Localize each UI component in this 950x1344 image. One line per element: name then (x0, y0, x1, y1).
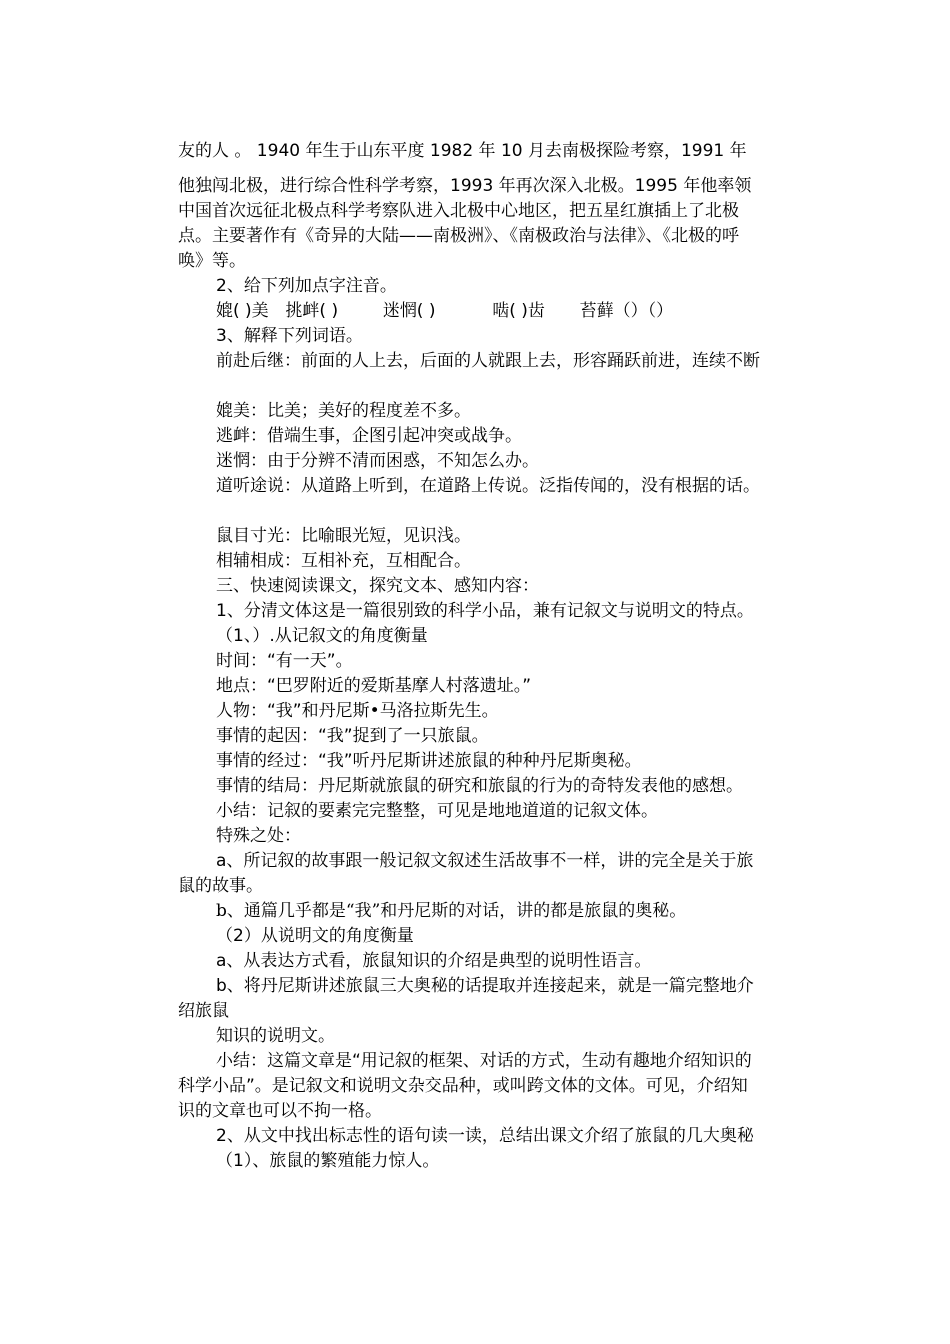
text-line: 时间：“有一天”。 (216, 651, 353, 671)
text-line: 小结：这篇文章是“用记叙的框架、对话的方式，生动有趣地介绍知识的 (216, 1051, 752, 1071)
text-line: 鼠的故事。 (178, 876, 263, 896)
subheading: （1、）.从记叙文的角度衡量 (216, 626, 428, 646)
pinyin-item: 挑衅( ) (285, 301, 339, 321)
text-line: 人物：“我”和丹尼斯•马洛拉斯先生。 (216, 701, 499, 721)
definition-line: 鼠目寸光：比喻眼光短，见识浅。 (216, 526, 471, 546)
subheading: （1）、旅鼠的繁殖能力惊人。 (216, 1151, 440, 1171)
document-body (178, 138, 808, 1174)
definition-line: 逃衅：借端生事，企图引起冲突或战争。 (216, 426, 522, 446)
text-line: 点。主要著作有《奇异的大陆——南极洲》、《南极政治与法律》、《北极的呼 (178, 226, 739, 246)
text-line: 绍旅鼠 (178, 1001, 229, 1021)
text-line: 唤》等。 (178, 251, 246, 271)
text-line: 特殊之处： (216, 826, 301, 846)
definition-line: 相辅相成：互相补充，互相配合。 (216, 551, 471, 571)
text-line: 事情的经过：“我”听丹尼斯讲述旅鼠的种种丹尼斯奥秘。 (216, 751, 642, 771)
text-line: a、所记叙的故事跟一般记叙文叙述生活故事不一样，讲的完全是关于旅 (216, 851, 754, 871)
text-line: 友的人 。 1940 年生于山东平度 1982 年 10 月去南极探险考察，1991 年 (178, 141, 747, 161)
text-line: b、将丹尼斯讲述旅鼠三大奥秘的话提取并连接起来，就是一篇完整地介 (216, 976, 754, 996)
definition-line: 媲美：比美；美好的程度差不多。 (216, 401, 471, 421)
text-line: b、通篇几乎都是“我”和丹尼斯的对话，讲的都是旅鼠的奥秘。 (216, 901, 687, 921)
text-line: 中国首次远征北极点科学考察队进入北极中心地区，把五星红旗插上了北极 (178, 201, 739, 221)
text-line: 小结：记叙的要素完完整整，可见是地地道道的记叙文体。 (216, 801, 658, 821)
text-line: 识的文章也可以不拘一格。 (178, 1101, 382, 1121)
section-heading: 三、快速阅读课文，探究文本、感知内容： (216, 576, 539, 596)
text-line: 2、从文中找出标志性的语句读一读，总结出课文介绍了旅鼠的几大奥秘 (216, 1126, 754, 1146)
text-line: a、从表达方式看，旅鼠知识的介绍是典型的说明性语言。 (216, 951, 652, 971)
pinyin-item: 媲( )美 (216, 301, 269, 321)
blank-line (178, 374, 808, 399)
text-line: 科学小品”。是记叙文和说明文杂交品种，或叫跨文体的文体。可见，介绍知 (178, 1076, 748, 1096)
text-line: 他独闯北极，进行综合性科学考察，1993 年再次深入北极。1995 年他率领 (178, 176, 752, 196)
pinyin-item: 苔藓（）（） (579, 301, 674, 321)
subheading: （2）从说明文的角度衡量 (216, 926, 414, 946)
definition-line: 迷惘：由于分辨不清而困惑，不知怎么办。 (216, 451, 539, 471)
definition-line: 道听途说：从道路上听到，在道路上传说。泛指传闻的，没有根据的话。 (216, 476, 760, 496)
text-line: 知识的说明文。 (216, 1026, 335, 1046)
text-line: 地点：“巴罗附近的爱斯基摩人村落遗址。” (216, 676, 532, 696)
pinyin-item: 啮( )齿 (492, 301, 545, 321)
blank-line (178, 499, 808, 524)
question-heading: 3、解释下列词语。 (216, 326, 363, 346)
question-heading: 2、给下列加点字注音。 (216, 276, 397, 296)
text-line: 事情的结局：丹尼斯就旅鼠的研究和旅鼠的行为的奇特发表他的感想。 (216, 776, 743, 796)
pinyin-item: 迷惘( ) (382, 301, 436, 321)
definition-line: 前赴后继：前面的人上去，后面的人就跟上去，形容踊跃前进，连续不断 (216, 351, 760, 371)
text-line: 1、分清文体这是一篇很别致的科学小品，兼有记叙文与说明文的特点。 (216, 601, 754, 621)
text-line: 事情的起因：“我”捉到了一只旅鼠。 (216, 726, 489, 746)
pinyin-exercise-row (178, 299, 808, 324)
